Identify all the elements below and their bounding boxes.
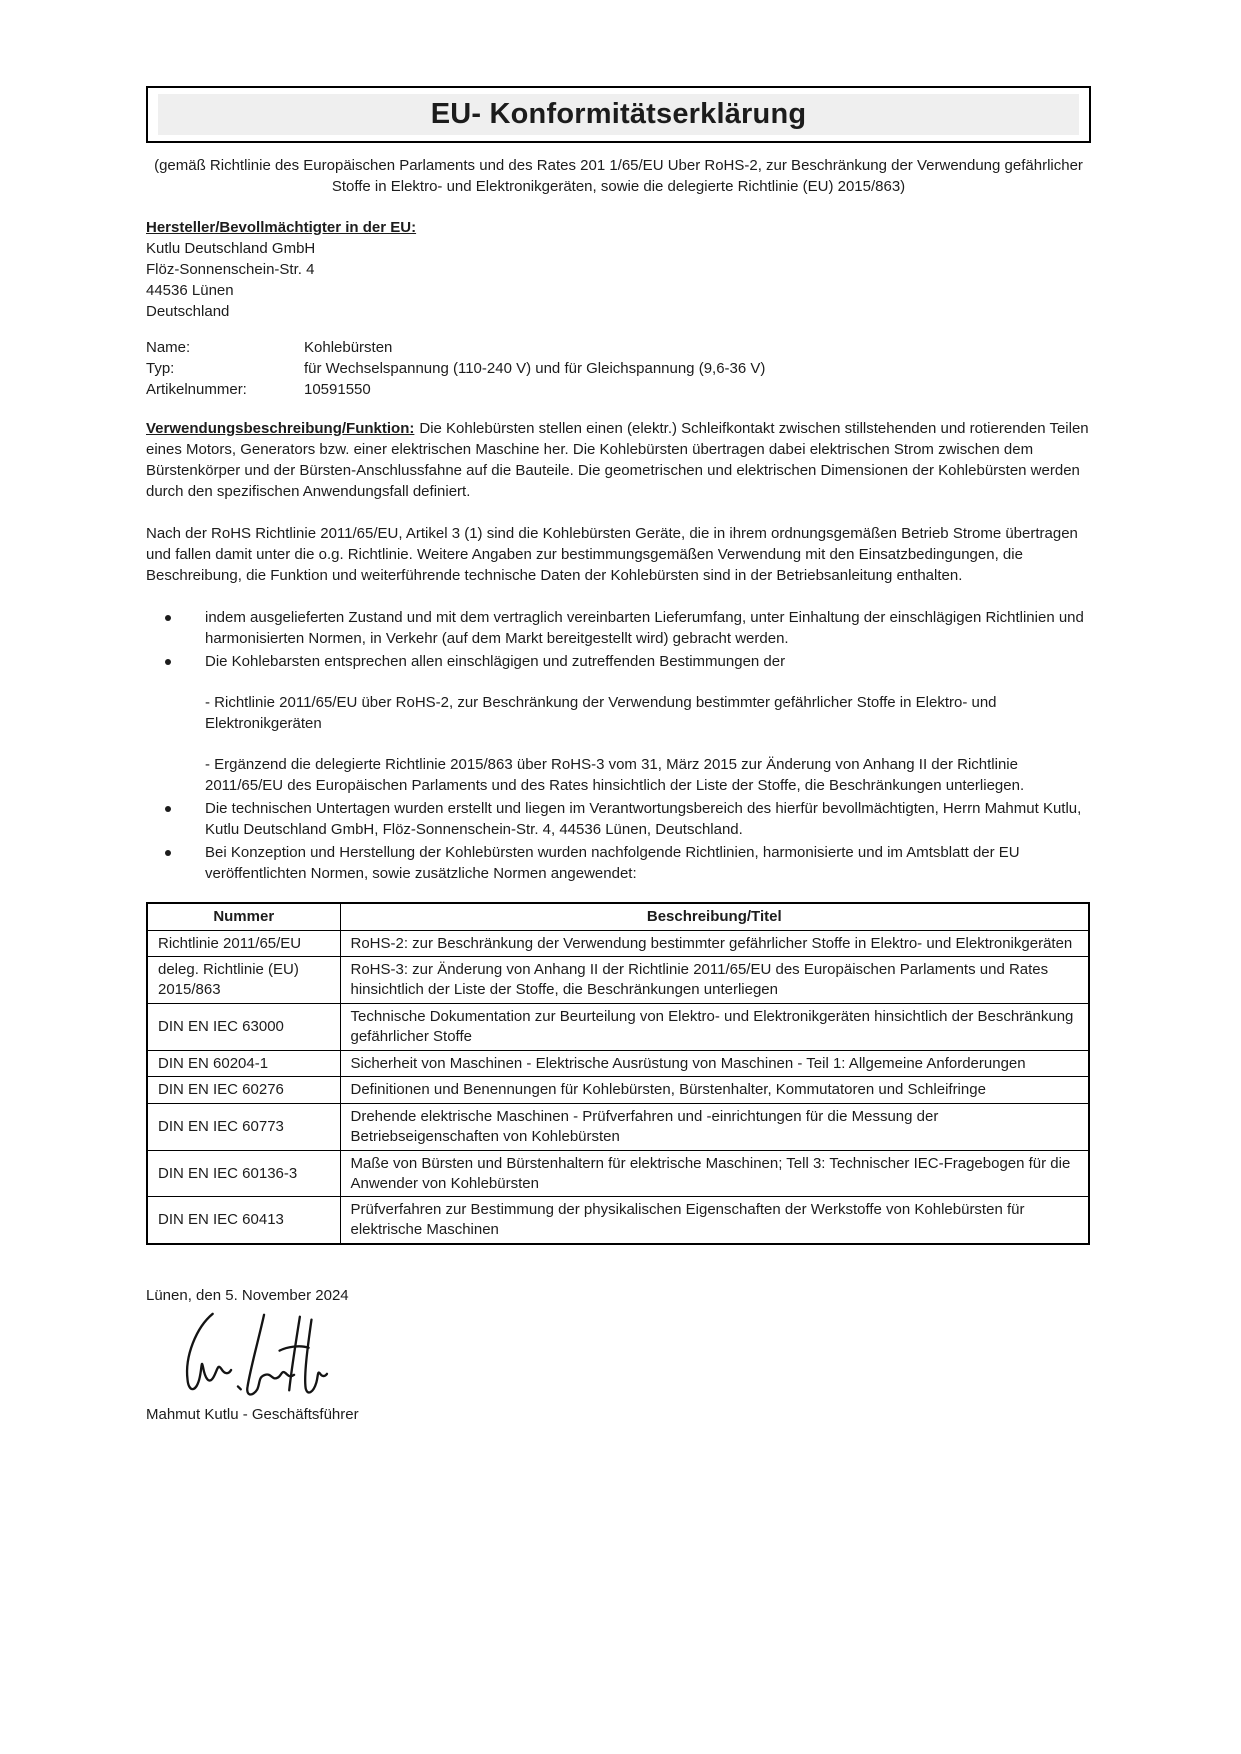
cell-beschreibung: Prüfverfahren zur Bestimmung der physikalischen Eigenschaften der Werkstoffe von Kohlebürsten für elektrische Maschinen: [340, 1197, 1089, 1244]
subtitle: (gemäß Richtlinie des Europäischen Parlaments und des Rates 201 1/65/EU Uber RoHS-2, zur Beschränkung der Verwendung gefährlicher Stoffe in Elektro- und Elektronikgeräten, sowie die delegierte Richtlinie (EU) 2015/863): [154, 156, 1083, 195]
cell-nummer: deleg. Richtlinie (EU) 2015/863: [147, 957, 340, 1004]
cell-beschreibung: Maße von Bürsten und Bürstenhaltern für elektrische Maschinen; Tell 3: Technischer IEC-Fragebogen für die Anwender von Kohlebürsten: [340, 1150, 1089, 1197]
product-value: für Wechselspannung (110-240 V) und für Gleichspannung (9,6-36 V): [304, 359, 766, 377]
table-row: [147, 1150, 1089, 1197]
cell-nummer: DIN EN IEC 60276: [147, 1077, 340, 1104]
cell-nummer: DIN EN IEC 60136-3: [147, 1150, 340, 1197]
product-label: Artikelnummer:: [146, 380, 247, 398]
compliance-list: [146, 607, 1091, 884]
cell-nummer: DIN EN 60204-1: [147, 1050, 340, 1077]
sub-item: - Richtlinie 2011/65/EU über RoHS-2, zur Beschränkung der Verwendung bestimmter gefährlicher Stoffe in Elektro- und Elektronikgeräten: [205, 693, 997, 732]
sub-item: - Ergänzend die delegierte Richtlinie 2015/863 über RoHS-3 vom 31, März 2015 zur Änderung von Anhang II der Richtlinie 2011/65/EU des Europäischen Parlaments und des Rates hinsichtlich der Liste der Stoffe, die Beschränkungen unterliegen.: [205, 755, 1025, 794]
manufacturer-line: Kutlu Deutschland GmbH: [146, 239, 316, 257]
manufacturer-block: [146, 217, 1091, 322]
manufacturer-heading: Hersteller/Bevollmächtigter in der EU:: [146, 218, 417, 236]
table-row: [147, 1003, 1089, 1050]
manufacturer-line: Deutschland: [146, 302, 230, 320]
product-row: [146, 337, 1091, 358]
list-item-text: Die technischen Untertagen wurden erstellt und liegen im Verantwortungsbereich des hierfür bevollmächtigten, Herrn Mahmut Kutlu, Kutlu Deutschland GmbH, Flöz-Sonnenschein-Str. 4, 44536 Lünen, Deutschland.: [205, 799, 1082, 838]
rohs-paragraph: Nach der RoHS Richtlinie 2011/65/EU, Artikel 3 (1) sind die Kohlebürsten Geräte, die in ihrem ordnungsgemäßen Betrieb Strome übertragen und fallen damit unter die o.g. Richtlinie. Weitere Angaben zur bestimmungsgemäßen Verwendung mit den Einsatzbedingungen, die Beschreibung, die Funktion und weiterführende technische Daten der Kohlebürsten sind in der Betriebsanleitung enthalten.: [146, 524, 1078, 584]
usage-text: Die Kohlebürsten stellen einen (elektr.) Schleifkontakt zwischen stillstehenden und rotierenden Teilen eines Motors, Generators bzw. einer elektrischen Maschine her. Die Kohlebürsten übertragen dabei elektrischen Strom zwischen dem Bürstenkörper und der Bürsten-Anschlussfahne auf die Bauteile. Die geometrischen und elektrischen Dimensionen der Kohlebürsten werden durch den spezifischen Anwendungsfall definiert.: [146, 419, 1089, 500]
table-header-nummer: Nummer: [147, 903, 340, 930]
signatory-name: Mahmut Kutlu - Geschäftsführer: [146, 1405, 359, 1423]
list-item-text: indem ausgelieferten Zustand und mit dem vertraglich vereinbarten Lieferumfang, unter Einhaltung der einschlägigen Richtlinien und harmonisierten Normen, in Verkehr (auf dem Markt bereitgestellt wird) gebracht werden.: [205, 608, 1084, 647]
usage-heading: Verwendungsbeschreibung/Funktion:: [146, 419, 415, 437]
table-row: [147, 1077, 1089, 1104]
cell-nummer: DIN EN IEC 60413: [147, 1197, 340, 1244]
cell-beschreibung: Drehende elektrische Maschinen - Prüfverfahren und -einrichtungen für die Messung der Betriebseigenschaften von Kohlebürsten: [340, 1104, 1089, 1151]
cell-beschreibung: RoHS-3: zur Änderung von Anhang II der Richtlinie 2011/65/EU des Europäischen Parlaments und Rates hinsichtlich der Liste der Stoffe, die Beschränkungen unterliegen: [340, 957, 1089, 1004]
signature-image: [170, 1308, 330, 1400]
place-date: Lünen, den 5. November 2024: [146, 1286, 349, 1304]
product-row: [146, 358, 1091, 379]
table-row: [147, 1104, 1089, 1151]
signature-wrap: [170, 1308, 1091, 1400]
cell-beschreibung: Definitionen und Benennungen für Kohlebürsten, Bürstenhalter, Kommutatoren und Schleifringe: [340, 1077, 1089, 1104]
table-row: [147, 1197, 1089, 1244]
signature-block: [146, 1285, 1091, 1425]
table-row: [147, 1050, 1089, 1077]
list-item: [146, 842, 1091, 884]
cell-beschreibung: Sicherheit von Maschinen - Elektrische Ausrüstung von Maschinen - Teil 1: Allgemeine Anforderungen: [340, 1050, 1089, 1077]
title-box: [146, 86, 1091, 143]
manufacturer-line: 44536 Lünen: [146, 281, 234, 299]
cell-nummer: DIN EN IEC 60773: [147, 1104, 340, 1151]
table-row: [147, 930, 1089, 957]
cell-nummer: DIN EN IEC 63000: [147, 1003, 340, 1050]
list-item: [146, 607, 1091, 649]
product-value: Kohlebürsten: [304, 338, 393, 356]
product-label: Name:: [146, 338, 191, 356]
list-item-text: Die Kohlebarsten entsprechen allen einschlägigen und zutreffenden Bestimmungen der: [205, 652, 786, 670]
list-item-text: Bei Konzeption und Herstellung der Kohlebürsten wurden nachfolgende Richtlinien, harmonisierte und im Amtsblatt der EU veröffentlichten Normen, sowie zusätzliche Normen angewendet:: [205, 843, 1020, 882]
table-row: [147, 957, 1089, 1004]
table-header-row: [147, 903, 1089, 930]
product-block: [146, 337, 1091, 400]
product-value: 10591550: [304, 380, 371, 398]
page-title: EU- Konformitätserklärung: [430, 98, 807, 130]
list-item: [146, 798, 1091, 840]
product-label: Typ:: [146, 359, 175, 377]
cell-nummer: Richtlinie 2011/65/EU: [147, 930, 340, 957]
product-row: [146, 379, 1091, 400]
standards-table: [146, 902, 1090, 1245]
manufacturer-line: Flöz-Sonnenschein-Str. 4: [146, 260, 315, 278]
title-band: [158, 94, 1079, 135]
list-item: [146, 651, 1091, 796]
cell-beschreibung: RoHS-2: zur Beschränkung der Verwendung bestimmter gefährlicher Stoffe in Elektro- und Elektronikgeräten: [340, 930, 1089, 957]
table-header-beschreibung: Beschreibung/Titel: [340, 903, 1089, 930]
usage-paragraph: [146, 418, 1091, 502]
cell-beschreibung: Technische Dokumentation zur Beurteilung von Elektro- und Elektronikgeräten hinsichtlich der Beschränkung gefährlicher Stoffe: [340, 1003, 1089, 1050]
